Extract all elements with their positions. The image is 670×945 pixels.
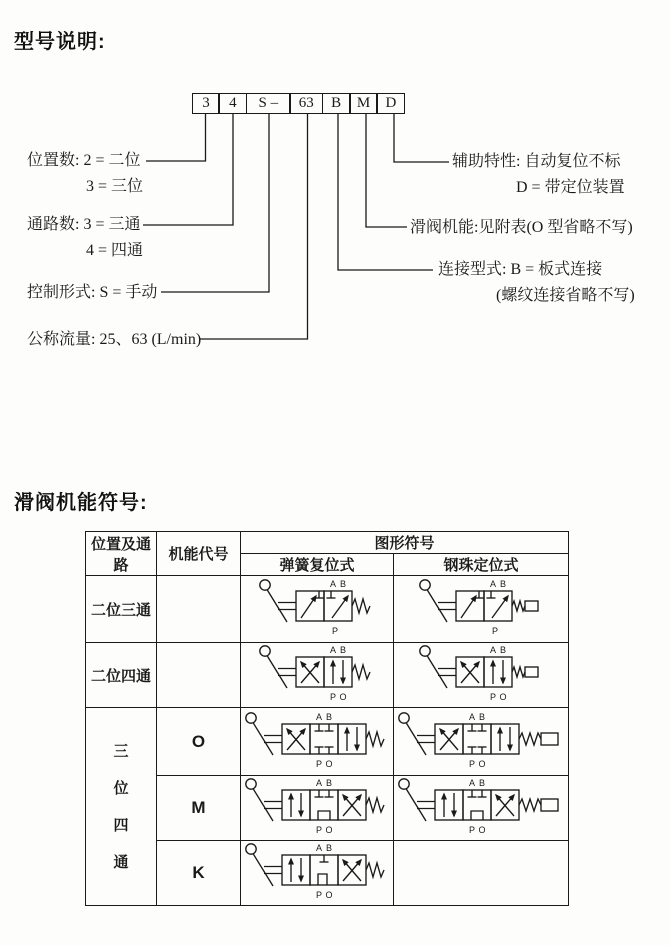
vertical-label: 三位四通 [113, 742, 129, 871]
valve-symbol-3p4w-M-detent [394, 776, 569, 841]
model-code-box-connection: B [322, 93, 351, 114]
valve-symbol-3p4w-M-spring [241, 776, 394, 841]
leader-line [199, 114, 308, 339]
col-header-spring-return: 弹簧复位式 [241, 554, 394, 576]
table-row [86, 576, 569, 643]
svg-text:B: B [478, 778, 485, 788]
svg-text:P: P [468, 758, 475, 769]
callout-connection-type [438, 260, 635, 306]
callout-position-count [27, 151, 143, 197]
cell-code-empty [157, 643, 241, 708]
valve-symbol-2p3w-detent [394, 576, 569, 643]
table-row [86, 708, 569, 776]
svg-text:A: A [329, 645, 337, 655]
svg-text:A: A [489, 579, 497, 589]
valve-symbol-3p4w-O-detent [394, 708, 569, 776]
spool-function-table [85, 531, 569, 906]
callout-line: 公称流量: 25、63 (L/min) [27, 331, 202, 348]
cell-code-empty [157, 576, 241, 643]
leader-line [366, 114, 407, 227]
table-row [86, 776, 569, 841]
cell-empty [394, 841, 569, 906]
callout-nominal-flow [27, 330, 201, 350]
svg-text:P: P [315, 890, 323, 900]
col-header-ball-detent: 钢珠定位式 [394, 554, 569, 576]
cell-position-2p4w: 二位四通 [86, 643, 157, 708]
svg-text:P: P [331, 626, 339, 636]
svg-text:P: P [315, 825, 323, 835]
section-title-model: 型号说明: [14, 31, 106, 53]
valve-symbol-2p4w-detent [394, 643, 569, 708]
callout-spool-function [410, 218, 633, 238]
svg-text:A: A [315, 778, 323, 788]
svg-text:A: A [468, 778, 475, 788]
table-row [86, 841, 569, 906]
cell-position-2p3w: 二位三通 [86, 576, 157, 643]
svg-text:A: A [329, 579, 337, 589]
callout-auxiliary-feature [452, 152, 625, 198]
svg-text:B: B [339, 579, 347, 589]
col-header-code: 机能代号 [157, 532, 241, 576]
leader-line [143, 114, 233, 225]
model-code-box-auxiliary: D [376, 93, 405, 114]
cell-code-M: M [157, 776, 241, 841]
leader-line [146, 114, 206, 161]
callout-line: 连接型式: B = 板式连接 [438, 261, 603, 278]
col-header-position: 位置及通路 [86, 532, 157, 576]
model-code-box-control: S – [246, 93, 291, 114]
callout-line: 控制形式: S = 手动 [27, 284, 158, 301]
svg-text:B: B [339, 645, 347, 655]
svg-text:P: P [468, 825, 475, 835]
valve-symbol-2p4w-spring [241, 643, 394, 708]
valve-symbol-3p4w-O-spring [241, 708, 394, 776]
svg-text:B: B [478, 711, 485, 722]
svg-text:O: O [477, 825, 486, 835]
section-title-symbols: 滑阀机能符号: [14, 492, 148, 514]
callout-line: 辅助特性: 自动复位不标 [452, 153, 621, 170]
callout-line: 通路数: 3 = 三通 [27, 216, 141, 233]
cell-position-3p4w [86, 708, 157, 906]
model-code-box-positions: 3 [192, 93, 220, 114]
callout-line: 位置数: 2 = 二位 [27, 152, 141, 169]
svg-text:P: P [315, 758, 323, 769]
leader-line [161, 114, 269, 292]
callout-line: 滑阀机能:见附表(O 型省略不写) [410, 219, 633, 236]
callout-line: D = 带定位装置 [516, 179, 625, 196]
valve-symbol-3p4w-K-spring [241, 841, 394, 906]
table-row [86, 643, 569, 708]
callout-line: 4 = 四通 [86, 242, 144, 259]
svg-text:B: B [325, 843, 333, 853]
svg-text:B: B [499, 579, 507, 589]
model-code-box-ways: 4 [218, 93, 247, 114]
callout-control-type [27, 283, 157, 303]
callout-line: 3 = 三位 [86, 178, 144, 195]
svg-text:O: O [477, 758, 486, 769]
callout-line: (螺纹连接省略不写) [496, 287, 635, 304]
callout-way-count [27, 215, 143, 261]
svg-text:B: B [325, 711, 333, 722]
svg-text:O: O [339, 692, 347, 702]
svg-text:B: B [499, 645, 507, 655]
svg-text:P: P [491, 626, 499, 636]
valve-symbol-2p3w-spring [241, 576, 394, 643]
svg-text:O: O [325, 890, 333, 900]
svg-text:O: O [325, 758, 333, 769]
svg-text:A: A [315, 711, 323, 722]
svg-text:A: A [489, 645, 497, 655]
cell-code-K: K [157, 841, 241, 906]
col-header-graphic: 图形符号 [241, 532, 569, 554]
leader-line [394, 114, 449, 162]
svg-text:A: A [468, 711, 475, 722]
svg-text:B: B [325, 778, 333, 788]
leader-line [338, 114, 433, 270]
model-code-box-function: M [349, 93, 378, 114]
svg-text:O: O [499, 692, 507, 702]
svg-text:A: A [315, 843, 323, 853]
cell-code-O: O [157, 708, 241, 776]
svg-text:O: O [325, 825, 333, 835]
svg-text:P: P [329, 692, 337, 702]
svg-text:P: P [489, 692, 497, 702]
model-code-box-flow: 63 [289, 93, 323, 114]
